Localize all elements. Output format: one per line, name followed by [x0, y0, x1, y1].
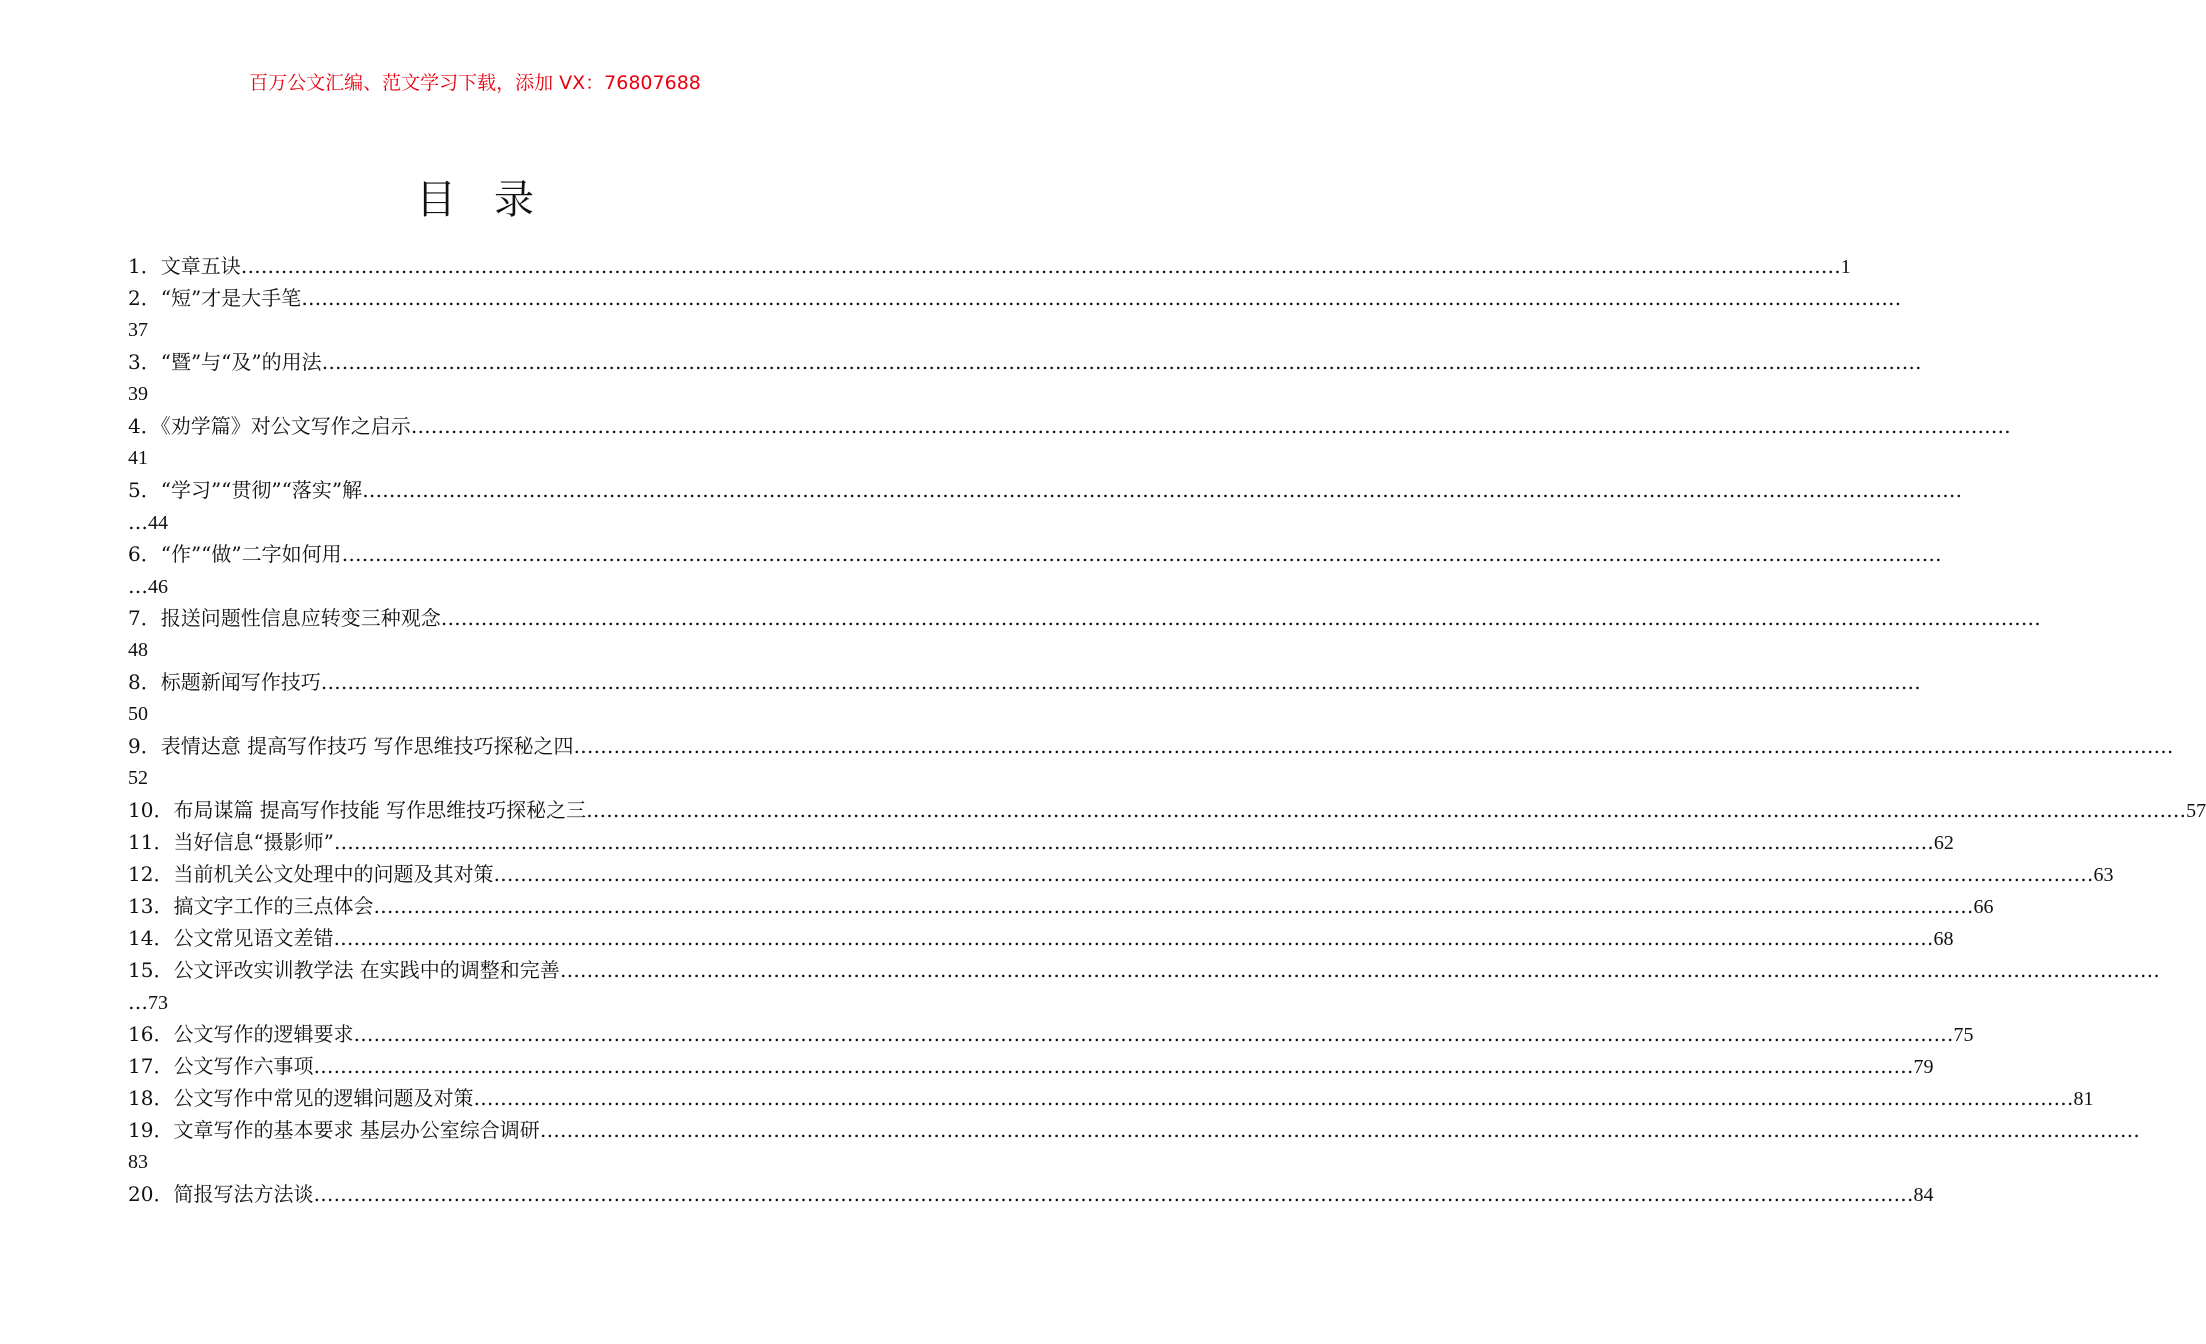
toc-dot-leader: ……………………………………………………………………………………………………………………………………………………………………………………………………………………: [473, 1086, 2074, 1110]
toc-entry[interactable]: [128, 922, 1954, 954]
toc-entry[interactable]: [128, 250, 1851, 282]
toc-entry[interactable]: [128, 1050, 1934, 1082]
toc-dot-leader: ……………………………………………………………………………………………………………………………………………………………………………………………………………………: [440, 606, 2041, 630]
watermark-banner: 百万公文汇编、范文学习下载，添加 VX：76807688: [249, 72, 701, 94]
toc-entry-title: 15．公文评改实训教学法 在实践中的调整和完善: [128, 958, 560, 982]
toc-entry-page: 66: [1973, 896, 1994, 918]
toc-dot-leader: ……………………………………………………………………………………………………………………………………………………………………………………………………………………: [313, 1054, 1914, 1078]
toc-entry-title: 16．公文写作的逻辑要求: [128, 1022, 354, 1046]
table-of-contents: [128, 250, 2206, 1210]
toc-entry-continuation: [128, 986, 820, 1018]
toc-entry[interactable]: [128, 858, 2114, 890]
toc-entry-title: 2．“短”才是大手笔: [128, 286, 302, 310]
toc-dot-leader: ……………………………………………………………………………………………………………………………………………………………………………………………………………………: [333, 830, 1934, 854]
toc-entry-title: 4．《劝学篇》对公文写作之启示: [128, 414, 411, 438]
toc-entry-page: 79: [1913, 1056, 1934, 1078]
toc-entry[interactable]: [128, 346, 1922, 378]
toc-dot-leader: ……………………………………………………………………………………………………………………………………………………………………………………………………………………: [333, 926, 1934, 950]
toc-entry-title: 8．标题新闻写作技巧: [128, 670, 321, 694]
toc-entry-page: 57: [2186, 800, 2206, 822]
toc-entry-continuation: [128, 634, 820, 666]
toc-dot-leader: …: [128, 510, 148, 534]
toc-entry-page: 37: [128, 319, 148, 341]
toc-dot-leader: ……………………………………………………………………………………………………………………………………………………………………………………………………………………: [373, 894, 1974, 918]
toc-entry-page: 73: [148, 992, 168, 1014]
toc-entry-continuation: [128, 378, 820, 410]
toc-entry-title: 6．“作”“做”二字如何用: [128, 542, 342, 566]
toc-entry[interactable]: [128, 794, 2206, 826]
toc-entry-title: 7．报送问题性信息应转变三种观念: [128, 606, 441, 630]
toc-entry-page: 41: [128, 447, 148, 469]
toc-entry-continuation: [128, 762, 820, 794]
toc-entry[interactable]: [128, 954, 2160, 986]
page-title: 目录: [416, 177, 572, 223]
toc-entry-page: 48: [128, 639, 148, 661]
toc-entry-page: 62: [1933, 832, 1954, 854]
toc-entry-page: 63: [2093, 864, 2114, 886]
toc-entry-continuation: [128, 314, 820, 346]
toc-entry-page: 52: [128, 767, 148, 789]
toc-entry-title: 10．布局谋篇 提高写作技能 写作思维技巧探秘之三: [128, 798, 587, 822]
toc-entry[interactable]: [128, 538, 1942, 570]
toc-entry-page: 83: [128, 1151, 148, 1173]
toc-entry[interactable]: [128, 1114, 2140, 1146]
toc-entry-continuation: [128, 506, 820, 538]
toc-entry-page: 75: [1953, 1024, 1974, 1046]
toc-dot-leader: ……………………………………………………………………………………………………………………………………………………………………………………………………………………: [573, 734, 2174, 758]
toc-entry-continuation: [128, 698, 820, 730]
toc-dot-leader: …: [128, 990, 148, 1014]
toc-entry[interactable]: [128, 410, 2011, 442]
toc-dot-leader: ……………………………………………………………………………………………………………………………………………………………………………………………………………………: [301, 286, 1902, 310]
toc-entry-title: 5．“学习”“贯彻”“落实”解: [128, 478, 363, 502]
toc-dot-leader: ……………………………………………………………………………………………………………………………………………………………………………………………………………………: [320, 670, 1921, 694]
toc-entry-continuation: [128, 1146, 820, 1178]
toc-dot-leader: ……………………………………………………………………………………………………………………………………………………………………………………………………………………: [586, 798, 2187, 822]
toc-entry[interactable]: [128, 1018, 1974, 1050]
toc-dot-leader: ……………………………………………………………………………………………………………………………………………………………………………………………………………………: [240, 254, 1841, 278]
toc-dot-leader: ……………………………………………………………………………………………………………………………………………………………………………………………………………………: [321, 350, 1922, 374]
toc-entry-title: 9．表情达意 提高写作技巧 写作思维技巧探秘之四: [128, 734, 574, 758]
toc-entry-page: 84: [1913, 1184, 1934, 1206]
toc-entry-title: 20．简报写法方法谈: [128, 1182, 314, 1206]
toc-entry[interactable]: [128, 1082, 2094, 1114]
toc-dot-leader: ……………………………………………………………………………………………………………………………………………………………………………………………………………………: [539, 1118, 2140, 1142]
toc-entry[interactable]: [128, 474, 1963, 506]
toc-dot-leader: ……………………………………………………………………………………………………………………………………………………………………………………………………………………: [353, 1022, 1954, 1046]
toc-dot-leader: …: [128, 574, 148, 598]
toc-dot-leader: ……………………………………………………………………………………………………………………………………………………………………………………………………………………: [341, 542, 1942, 566]
toc-entry-title: 19．文章写作的基本要求 基层办公室综合调研: [128, 1118, 540, 1142]
toc-entry[interactable]: [128, 282, 1902, 314]
toc-entry-page: 1: [1840, 256, 1851, 278]
toc-entry[interactable]: [128, 890, 1994, 922]
toc-entry[interactable]: [128, 666, 1921, 698]
toc-entry-continuation: [128, 442, 820, 474]
toc-entry-title: 18．公文写作中常见的逻辑问题及对策: [128, 1086, 474, 1110]
toc-dot-leader: ……………………………………………………………………………………………………………………………………………………………………………………………………………………: [362, 478, 1963, 502]
toc-entry-continuation: [128, 570, 820, 602]
toc-entry[interactable]: [128, 1178, 1934, 1210]
toc-entry[interactable]: [128, 826, 1954, 858]
toc-entry-title: 13．搞文字工作的三点体会: [128, 894, 374, 918]
toc-entry-page: 39: [128, 383, 148, 405]
toc-entry-page: 81: [2073, 1088, 2094, 1110]
toc-dot-leader: ……………………………………………………………………………………………………………………………………………………………………………………………………………………: [493, 862, 2094, 886]
toc-dot-leader: ……………………………………………………………………………………………………………………………………………………………………………………………………………………: [559, 958, 2160, 982]
toc-entry-title: 1．文章五诀: [128, 254, 241, 278]
toc-entry-title: 17．公文写作六事项: [128, 1054, 314, 1078]
toc-entry-title: 11．当好信息“摄影师”: [128, 830, 334, 854]
toc-entry-title: 3．“暨”与“及”的用法: [128, 350, 322, 374]
toc-entry-page: 46: [148, 576, 168, 598]
toc-dot-leader: ……………………………………………………………………………………………………………………………………………………………………………………………………………………: [313, 1182, 1914, 1206]
toc-entry-page: 50: [128, 703, 148, 725]
toc-entry-page: 44: [148, 512, 168, 534]
toc-entry[interactable]: [128, 730, 2174, 762]
toc-dot-leader: ……………………………………………………………………………………………………………………………………………………………………………………………………………………: [410, 414, 2011, 438]
toc-entry-title: 14．公文常见语文差错: [128, 926, 334, 950]
toc-entry-title: 12．当前机关公文处理中的问题及其对策: [128, 862, 494, 886]
toc-entry[interactable]: [128, 602, 2041, 634]
toc-entry-page: 68: [1933, 928, 1954, 950]
